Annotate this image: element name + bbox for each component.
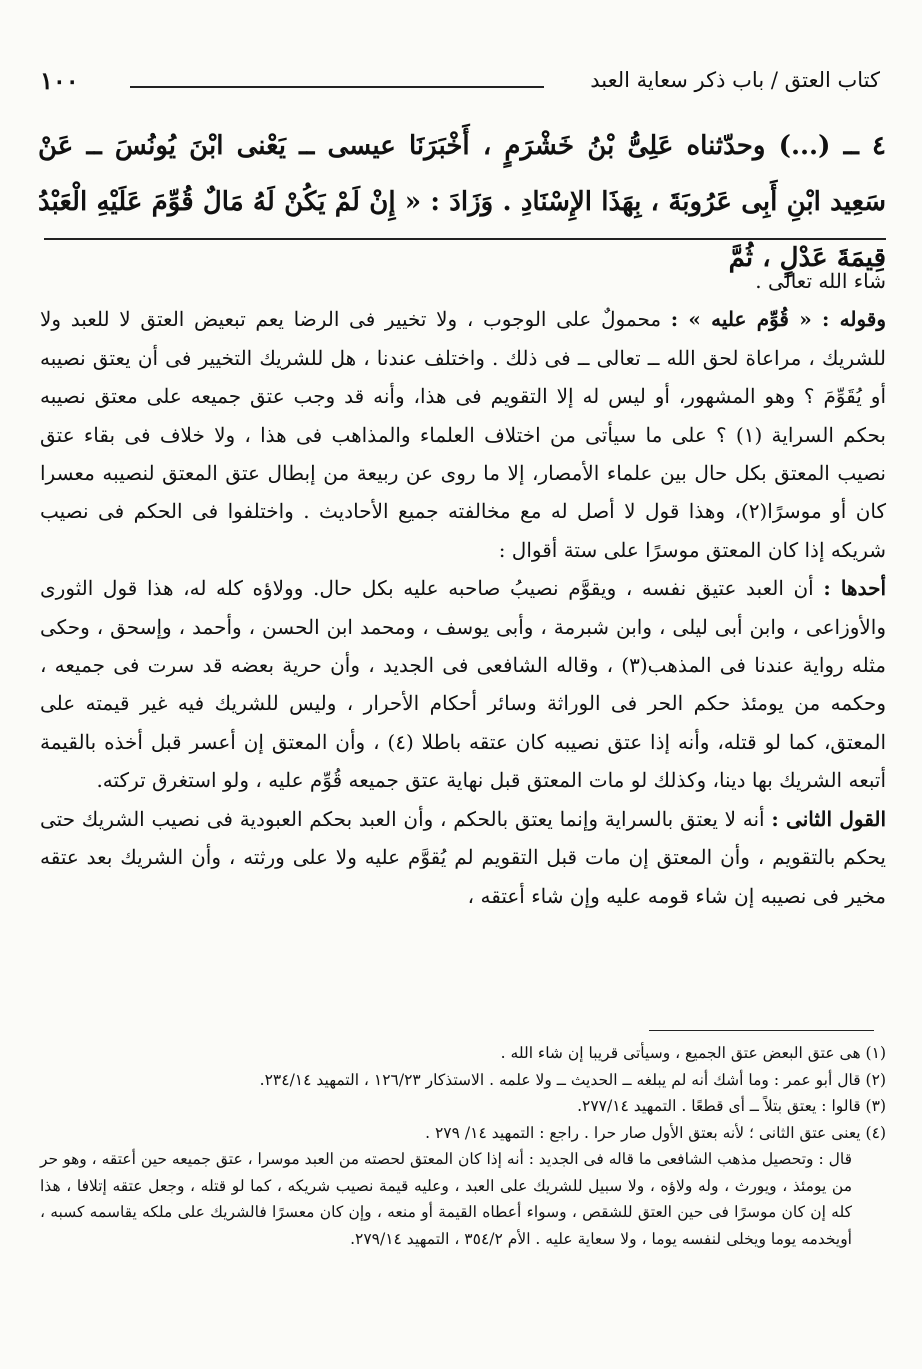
commentary-paragraph [40, 262, 886, 300]
paragraph-text: محمولٌ على الوجوب ، ولا تخيير فى الرضا يعم تبعيض العتق لا للعبد ولا للشريك ، مراعاة لحق الله ــ تعالى ــ فى ذلك . واختلف عندنا ، هل للشريك التخيير فى أن يعتق نصيبه أو يُقَوِّمَ ؟ وهو المشهور، أو ليس له إلا التقويم فى هذا، وأنه قد وجب عتق جميعه على معتق نصيبه بحكم السراية (١) ؟ على ما سيأتى من اختلاف العلماء والمذاهب فى هذا ، ولا خلاف فى بقاء عتق نصيب المعتق بكل حال بين علماء الأمصار، إلا ما روى عن ربيعة من إبطال عتق المعتق لنصيبه معسرا كان أو موسرًا(٢)، وهذا قول لا أصل له مع مخالفته جميع الأحاديث . واختلفوا فى الحكم فى نصيب شريكه إذا كان المعتق موسرًا على ستة أقوال : [40, 307, 886, 562]
paragraph-text: أنه لا يعتق بالسراية وإنما يعتق بالحكم ، وأن العبد بحكم العبودية فى نصيب الشريك حتى يحكم بالتقويم ، وأن المعتق إن مات قبل التقويم لم يُقوَّم عليه ولا على ورثته ، وأن الشريك بعد عتقه مخير فى نصيبه إن شاء قومه عليه وإن شاء أعتقه ، [40, 806, 886, 908]
paragraph-lead: القول الثانى : [771, 806, 886, 831]
footnote-separator-rule [649, 1030, 874, 1031]
footnotes [40, 1040, 886, 1252]
paragraph-text: أن العبد عتيق نفسه ، ويقوَّم نصيبُ صاحبه عليه بكل حال. وولاؤه كله له، هذا قول الثورى والأوزاعى ، وابن أبى ليلى ، وابن شبرمة ، وأبى يوسف ، ومحمد ابن الحسن ، وأحمد ، وإسحق ، وحكى مثله رواية عندنا فى المذهب(٣) ، وقاله الشافعى فى الجديد ، وأن حرية بعضه قد سرت فى جميعه ، وحكمه من يومئذ حكم الحر فى الوراثة وسائر أحكام الأحرار ، وليس للشريك فيه غير قيمته على المعتق، كما لو قتله، وأنه إذا عتق نصيبه كان عتقه باطلا (٤) ، وأن المعتق إن أعسر قبل أخذه بالقيمة أتبعه الشريك بها دينا، وكذلك لو مات المعتق قبل نهاية عتق جميعه قُوِّم عليه ، ولو استغرق تركته. [40, 576, 886, 793]
paragraph-text: شاء الله تعالى . [755, 269, 886, 293]
running-title: كتاب العتق / باب ذكر سعاية العبد [590, 68, 880, 92]
paragraph-lead: أحدها : [823, 576, 886, 601]
footnote: (٤) يعنى عتق الثانى ؛ لأنه بعتق الأول صار حرا . راجع : التمهيد ١٤/ ٢٧٩ . [425, 1123, 886, 1142]
footnote: (٣) قالوا : يعتق بتلاً ــ أى قطعًا . التمهيد ٢٧٧/١٤. [577, 1097, 886, 1115]
commentary-paragraph [40, 300, 886, 569]
paragraph-lead: وقوله : « قُوِّم عليه » : [670, 307, 886, 332]
footnote-quote: قال : وتحصيل مذهب الشافعى ما قاله فى الجديد : أنه إذا كان المعتق لحصته من العبد موسرا ، عتق جميعه حين أعتقه ، وهو حر من يومئذ ، ويورث ، وله ولاؤه ، ولا سبيل للشريك على العبد ، وعليه قيمة نصيب شريكه ، كما لو قتله ، وجعل عتقه إتلافا ، هذا كله إن كان موسرًا فى حين العتق للشقص ، وسواء أعطاه القيمة أو منعه ، وإن كان معسرًا فالشريك على ملكه يقاسمه كسبه ، أويخدمه يوما ويخلى لنفسه يوما ، ولا سعاية عليه . الأم ٣٥٤/٢ ، التمهيد ٢٧٩/١٤. [40, 1150, 852, 1248]
footnote: (١) هى عتق البعض عتق الجميع ، وسيأتى قريبا إن شاء الله . [500, 1044, 886, 1062]
hadith-text: ٤ ــ (...) وحدّثناه عَلِىُّ بْنُ خَشْرَمٍ ، أَخْبَرَنَا عيسى ــ يَعْنى ابْنَ يُونُسَ ــ عَنْ سَعِيد ابْنِ أَبِى عَرُوبَةَ ، بِهَذَا الإِسْنَادِ . وَزَادَ : « إِنْ لَمْ يَكُنْ لَهُ مَالٌ قُوِّمَ عَلَيْهِ الْعَبْدُ قِيمَةَ عَدْلٍ ، ثُمَّ [38, 131, 886, 273]
header-rule [130, 86, 544, 88]
matn-separator-rule [44, 238, 886, 240]
commentary-body [40, 262, 886, 915]
commentary-paragraph [40, 800, 886, 915]
page-number: ١٠٠ [40, 66, 79, 95]
commentary-paragraph [40, 569, 886, 799]
page-header [40, 62, 880, 102]
footnote: (٢) قال أبو عمر : وما أشك أنه لم يبلغه ــ الحديث ــ ولا علمه . الاستذكار ١٢٦/٢٣ ، التمهيد ٢٣٤/١٤. [259, 1070, 886, 1089]
